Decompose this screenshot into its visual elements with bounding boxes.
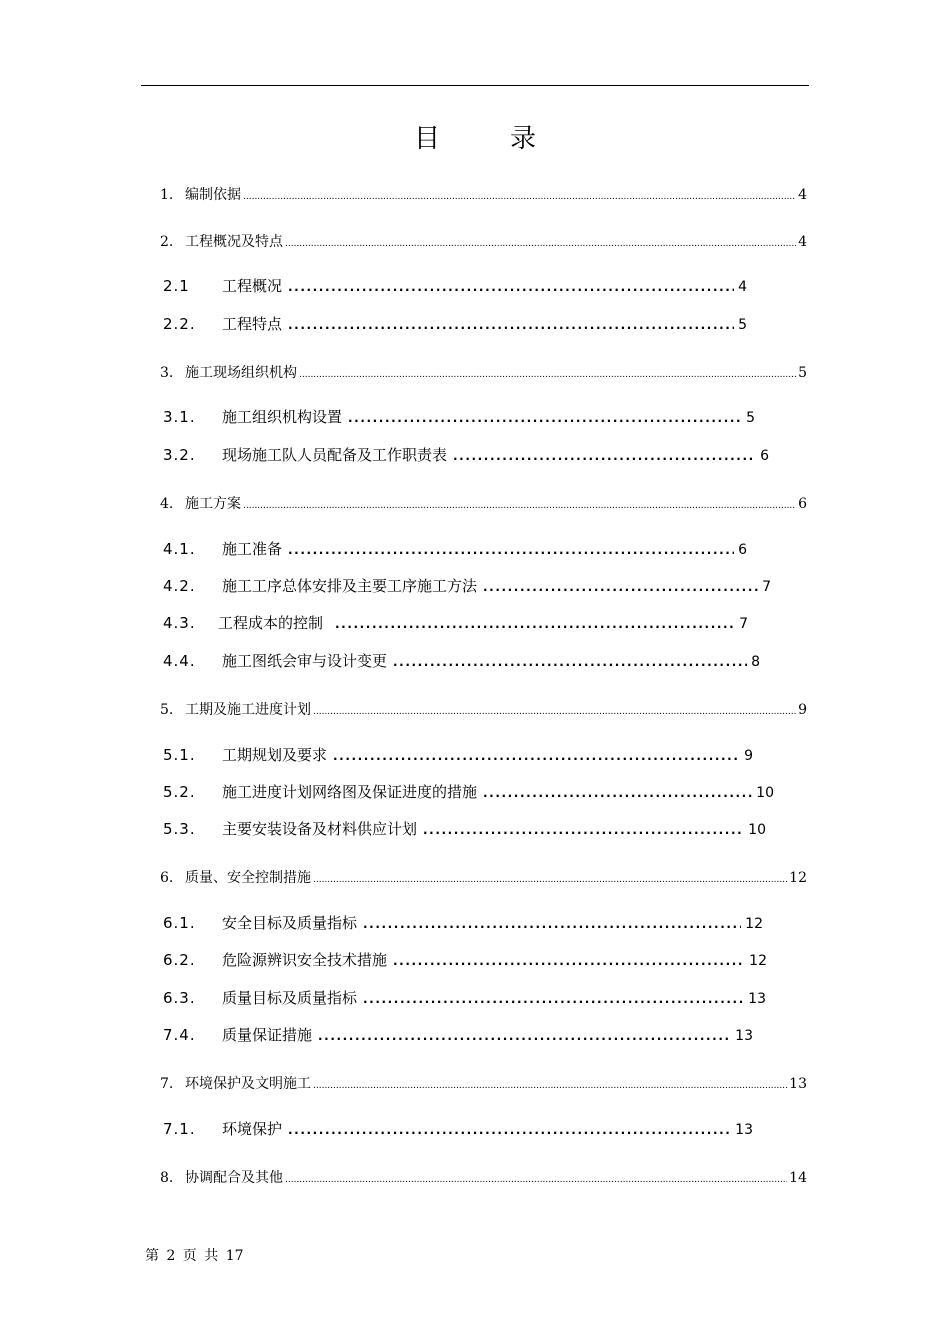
toc-entry-number: 2.1 [163, 277, 190, 295]
toc-leader-dots [363, 989, 744, 1007]
toc-leader-dots [335, 614, 735, 632]
toc-entry-page: 12 [745, 916, 763, 932]
toc-entry-number: 4.1. [163, 540, 196, 558]
header-rule [141, 85, 809, 86]
toc-entry-3-2[interactable] [163, 444, 769, 465]
toc-entry-2-1[interactable] [163, 275, 747, 296]
toc-entry-8[interactable] [160, 1167, 807, 1187]
toc-leader-dots [243, 187, 796, 203]
toc-entry-page: 12 [749, 953, 767, 969]
toc-leader-dots [333, 746, 740, 764]
toc-entry-7[interactable] [160, 1073, 807, 1093]
toc-entry-page: 5 [746, 410, 755, 426]
toc-entry-5[interactable] [160, 699, 807, 719]
toc-entry-number: 8. [160, 1170, 174, 1186]
toc-leader-dots [483, 577, 758, 595]
toc-entry-label: 工程概况及特点 [185, 234, 283, 250]
toc-entry-page: 4 [798, 187, 807, 203]
toc-entry-number: 7.1. [163, 1120, 196, 1138]
toc-entry-number: 4. [160, 496, 174, 512]
toc-entry-number: 3. [160, 365, 174, 381]
toc-entry-number: 7.4. [163, 1026, 196, 1044]
toc-entry-number: 5.3. [163, 820, 196, 838]
toc-entry-label: 编制依据 [185, 187, 241, 203]
toc-title [0, 118, 950, 155]
toc-leader-dots [363, 914, 741, 932]
toc-entry-6-2[interactable] [163, 949, 767, 970]
toc-entry-number: 3.1. [163, 408, 196, 426]
toc-leader-dots [483, 783, 752, 801]
toc-leader-dots [243, 496, 796, 512]
toc-entry-label: 环境保护及文明施工 [185, 1076, 311, 1092]
toc-entry-number: 6.2. [163, 951, 196, 969]
toc-entry-label: 危险源辨识安全技术措施 [222, 951, 388, 969]
toc-entry-page: 13 [735, 1028, 753, 1044]
toc-entry-label: 环境保护 [222, 1120, 283, 1138]
toc-entry-6-1[interactable] [163, 912, 763, 933]
toc-entry-7-1[interactable] [163, 1118, 753, 1139]
toc-entry-page: 14 [789, 1170, 807, 1186]
toc-entry-label: 协调配合及其他 [185, 1170, 283, 1186]
toc-leader-dots [285, 1170, 787, 1186]
toc-entry-number: 5. [160, 702, 174, 718]
toc-leader-dots [288, 277, 734, 295]
toc-leader-dots [423, 820, 744, 838]
toc-entry-label: 施工方案 [185, 496, 241, 512]
toc-entry-number: 6. [160, 870, 174, 886]
toc-leader-dots [288, 1120, 731, 1138]
toc-entry-label: 现场施工队人员配备及工作职责表 [222, 446, 448, 464]
toc-entry-label: 施工准备 [222, 540, 283, 558]
toc-entry-page: 5 [798, 365, 807, 381]
toc-entry-number: 1. [160, 187, 174, 203]
toc-entry-label: 施工进度计划网络图及保证进度的措施 [222, 783, 478, 801]
toc-entry-4-3[interactable] [163, 612, 748, 633]
toc-entry-number: 3.2. [163, 446, 196, 464]
toc-entry-number: 2.2. [163, 315, 196, 333]
toc-leader-dots [313, 702, 796, 718]
toc-leader-dots [453, 446, 756, 464]
toc-entry-label: 工程概况 [222, 277, 283, 295]
toc-entry-number: 2. [160, 234, 174, 250]
toc-entry-6[interactable] [160, 867, 807, 887]
toc-entry-number: 4.4. [163, 652, 196, 670]
toc-entry-4-4[interactable] [163, 650, 760, 671]
toc-entry-label: 施工工序总体安排及主要工序施工方法 [222, 577, 478, 595]
toc-entry-page: 9 [798, 702, 807, 718]
toc-leader-dots [313, 870, 787, 886]
toc-entry-4-1[interactable] [163, 538, 747, 559]
toc-entry-7-4[interactable] [163, 1024, 753, 1045]
toc-leader-dots [348, 408, 742, 426]
toc-entry-page: 7 [762, 579, 771, 595]
toc-entry-number: 5.2. [163, 783, 196, 801]
toc-entry-number: 4.2. [163, 577, 196, 595]
toc-entry-page: 6 [798, 496, 807, 512]
toc-entry-3[interactable] [160, 362, 807, 382]
toc-leader-dots [318, 1026, 731, 1044]
toc-leader-dots [313, 1076, 787, 1092]
toc-entry-label: 施工图纸会审与设计变更 [222, 652, 388, 670]
toc-entry-page: 13 [735, 1122, 753, 1138]
toc-leader-dots [393, 951, 745, 969]
toc-leader-dots [285, 234, 796, 250]
toc-entry-label: 质量目标及质量指标 [222, 989, 358, 1007]
toc-entry-2-2[interactable] [163, 313, 747, 334]
toc-entry-label: 工程特点 [222, 315, 283, 333]
toc-entry-page: 8 [751, 654, 760, 670]
toc-entry-page: 13 [789, 1076, 807, 1092]
toc-title-left: 目 [413, 124, 440, 154]
page-footer: 第 2 页 共 17 [145, 1248, 244, 1264]
toc-entry-label: 主要安装设备及材料供应计划 [222, 820, 418, 838]
toc-entry-label: 施工组织机构设置 [222, 408, 343, 426]
toc-entry-label: 质量保证措施 [222, 1026, 313, 1044]
toc-entry-5-1[interactable] [163, 744, 753, 765]
toc-entry-page: 6 [760, 448, 769, 464]
toc-entry-number: 6.1. [163, 914, 196, 932]
toc-entry-page: 5 [738, 317, 747, 333]
toc-entry-5-3[interactable] [163, 818, 766, 839]
toc-entry-5-2[interactable] [163, 781, 774, 802]
toc-entry-page: 4 [798, 234, 807, 250]
toc-entry-number: 5.1. [163, 746, 196, 764]
toc-entry-label: 安全目标及质量指标 [222, 914, 358, 932]
toc-entry-label: 工期规划及要求 [222, 746, 328, 764]
toc-title-right: 录 [510, 124, 537, 154]
toc-entry-1[interactable] [160, 184, 807, 204]
toc-leader-dots [288, 540, 734, 558]
toc-entry-page: 13 [748, 991, 766, 1007]
toc-entry-label: 工程成本的控制 [218, 614, 324, 632]
toc-entry-number: 6.3. [163, 989, 196, 1007]
toc-entry-page: 6 [738, 542, 747, 558]
toc-entry-page: 10 [748, 822, 766, 838]
toc-entry-4[interactable] [160, 493, 807, 513]
toc-entry-page: 9 [744, 748, 753, 764]
toc-entry-label: 工期及施工进度计划 [185, 702, 311, 718]
toc-entry-page: 12 [789, 870, 807, 886]
toc-entry-number: 4.3. [163, 614, 196, 632]
toc-entry-page: 10 [756, 785, 774, 801]
toc-leader-dots [299, 365, 796, 381]
toc-entry-number: 7. [160, 1076, 174, 1092]
toc-leader-dots [393, 652, 747, 670]
toc-entry-label: 质量、安全控制措施 [185, 870, 311, 886]
toc-entry-4-2[interactable] [163, 575, 771, 596]
toc-entry-3-1[interactable] [163, 406, 755, 427]
toc-entry-label: 施工现场组织机构 [185, 365, 297, 381]
toc-entry-2[interactable] [160, 231, 807, 251]
toc-leader-dots [288, 315, 734, 333]
toc-entry-6-3[interactable] [163, 987, 766, 1008]
toc-entry-page: 4 [738, 279, 747, 295]
toc-entry-page: 7 [739, 616, 748, 632]
